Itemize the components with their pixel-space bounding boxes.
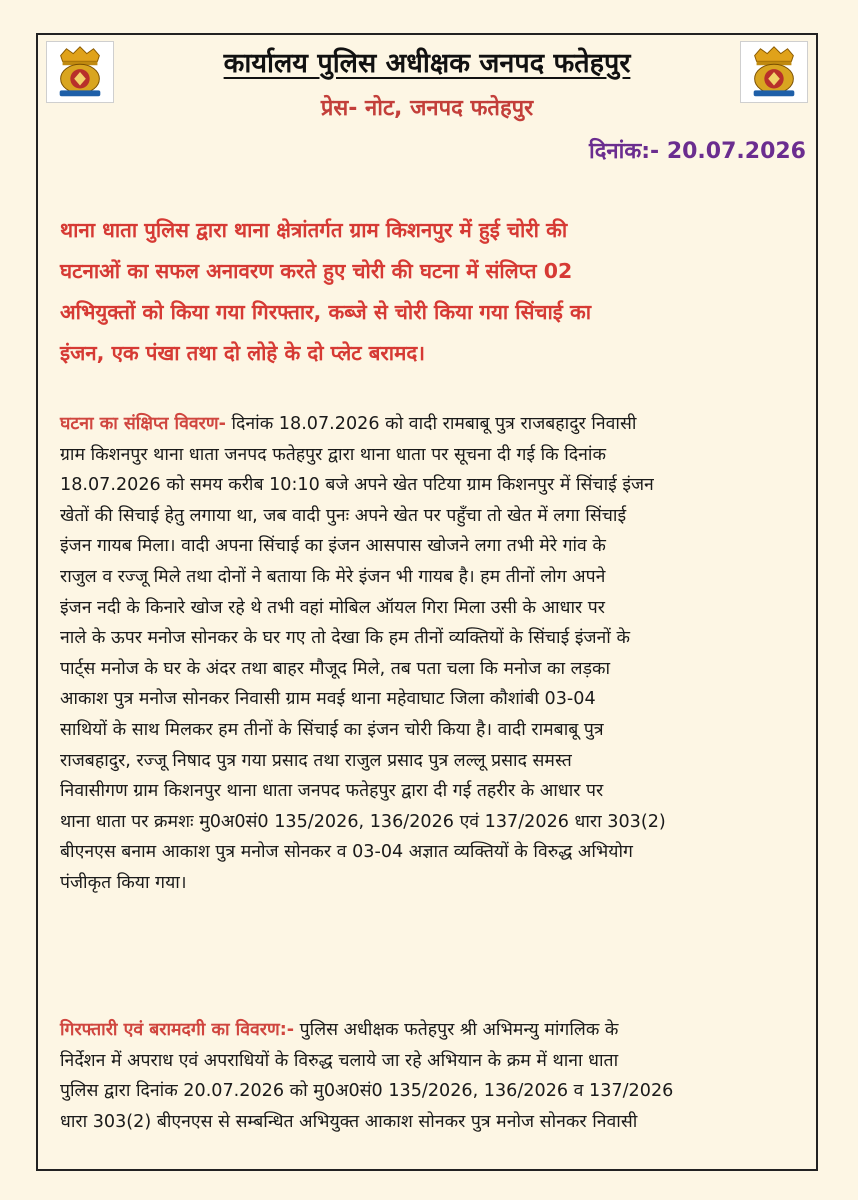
headline-line: इंजन, एक पंखा तथा दो लोहे के दो प्लेट बरामद। — [60, 341, 426, 365]
paragraph-line: नाले के ऊपर मनोज सोनकर के घर गए तो देखा कि हम तीनों व्यक्तियों के सिंचाई इंजनों के — [60, 628, 630, 649]
up-police-emblem-right — [740, 41, 808, 103]
paragraph-line: बीएनएस बनाम आकाश पुत्र मनोज सोनकर व 03-04 अज्ञात व्यक्तियों के विरुद्ध अभियोग — [60, 842, 633, 863]
incident-section — [60, 409, 806, 899]
paragraph-line: ग्राम किशनपुर थाना धाता जनपद फतेहपुर द्वारा थाना धाता पर सूचना दी गई कि दिनांक — [60, 444, 606, 465]
headline-line: थाना धाता पुलिस द्वारा थाना क्षेत्रांतर्गत ग्राम किशनपुर में हुई चोरी की — [60, 218, 568, 242]
headline-line: घटनाओं का सफल अनावरण करते हुए चोरी की घटना में संलिप्त 02 — [60, 259, 573, 283]
incident-first-text: दिनांक 18.07.2026 को वादी रामबाबू पुत्र राजबहादुर निवासी — [225, 414, 637, 434]
paragraph-line: पुलिस द्वारा दिनांक 20.07.2026 को मु0अ0सं0 135/2026, 136/2026 व 137/2026 — [60, 1081, 674, 1102]
paragraph-line: पार्ट्स मनोज के घर के अंदर तथा बाहर मौजूद मिले, तब पता चला कि मनोज का लड़का — [60, 658, 611, 679]
arrest-first-text: पुलिस अधीक्षक फतेहपुर श्री अभिमन्यु मांगलिक के — [294, 1020, 619, 1040]
paragraph-line: धारा 303(2) बीएनएस से सम्बन्धित अभियुक्त आकाश सोनकर पुत्र मनोज सोनकर निवासी — [60, 1111, 638, 1132]
press-note-subtitle: प्रेस- नोट, जनपद फतेहपुर — [320, 96, 534, 121]
paragraph-line: निवासीगण ग्राम किशनपुर थाना धाता जनपद फतेहपुर द्वारा दी गई तहरीर के आधार पर — [60, 781, 604, 802]
press-note-date: दिनांक:- 20.07.2026 — [589, 139, 806, 164]
incident-label: घटना का संक्षिप्त विवरण- — [60, 414, 226, 434]
paragraph-line: राजबहादुर, रज्जू निषाद पुत्र गया प्रसाद तथा राजुल प्रसाद पुत्र लल्लू प्रसाद समस्त — [60, 750, 572, 771]
paragraph-line: इंजन गायब मिला। वादी अपना सिंचाई का इंजन आसपास खोजने लगा तभी मेरे गांव के — [60, 536, 606, 557]
office-title: कार्यालय पुलिस अधीक्षक जनपद फतेहपुर — [223, 48, 631, 79]
police-emblem-icon — [47, 42, 113, 102]
headline-line: अभियुक्तों को किया गया गिरफ्तार, कब्जे से चोरी किया गया सिंचाई का — [60, 300, 592, 324]
paragraph-line: थाना धाता पर क्रमशः मु0अ0सं0 135/2026, 136/2026 एवं 137/2026 धारा 303(2) — [60, 811, 666, 832]
paragraph-line: निर्देशन में अपराध एवं अपराधियों के विरुद्ध चलाये जा रहे अभियान के क्रम में थाना धाता — [60, 1050, 619, 1071]
paragraph-line: आकाश पुत्र मनोज सोनकर निवासी ग्राम मवई थाना महेवाघाट जिला कौशांबी 03-04 — [60, 689, 596, 710]
paragraph-line: राजुल व रज्जू मिले तथा दोनों ने बताया कि मेरे इंजन भी गायब है। हम तीनों लोग अपने — [60, 566, 606, 587]
police-emblem-icon — [741, 42, 807, 102]
arrest-label: गिरफ्तारी एवं बरामदगी का विवरण:- — [60, 1020, 295, 1040]
arrest-first-line — [60, 1015, 806, 1046]
paragraph-line: साथियों के साथ मिलकर हम तीनों के सिंचाई का इंजन चोरी किया है। वादी रामबाबू पुत्र — [60, 719, 604, 740]
paragraph-line: 18.07.2026 को समय करीब 10:10 बजे अपने खेत पटिया ग्राम किशनपुर में सिंचाई इंजन — [60, 475, 654, 496]
paragraph-line: खेतों की सिचाई हेतु लगाया था, जब वादी पुनः अपने खेत पर पहुँचा तो खेत में लगा सिंचाई — [60, 505, 627, 526]
arrest-section — [60, 1015, 806, 1137]
headline — [60, 210, 806, 374]
paragraph-line: इंजन नदी के किनारे खोज रहे थे तभी वहां मोबिल ऑयल गिरा मिला उसी के आधार पर — [60, 597, 605, 618]
incident-first-line — [60, 409, 806, 440]
up-police-emblem-left — [46, 41, 114, 103]
document-border — [36, 33, 818, 1171]
paragraph-line: पंजीकृत किया गया। — [60, 872, 187, 893]
